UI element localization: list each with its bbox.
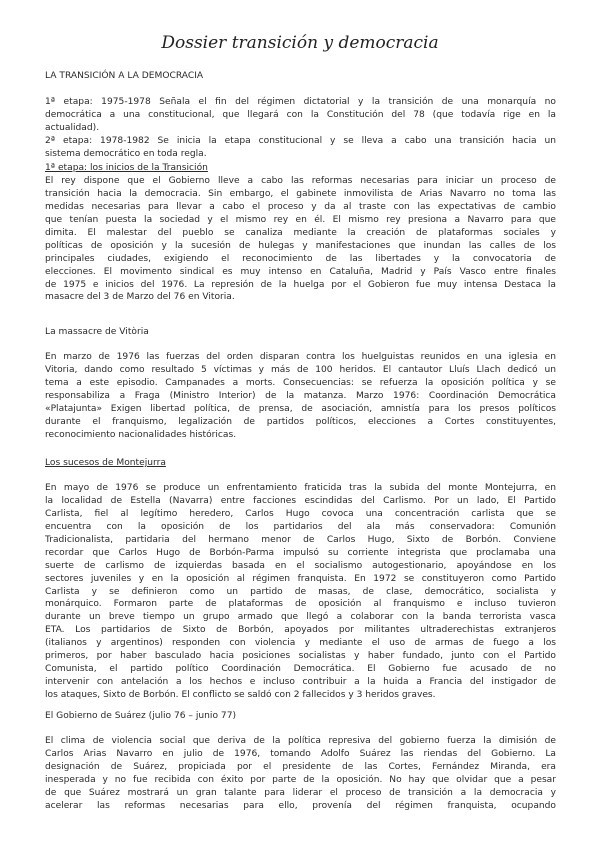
text-line: de 1975 e inicios del 1976. La represión de la huelga por el Gobieron fue muy intensa Destaca la [45,279,556,290]
text-line: designación de Suárez, propiciada por el presidente de las Cortes, Fernández Miranda, era [45,761,556,772]
text-line: elecciones. El movimento sindical es muy intenso en Cataluña, Madrid y País Vasco entre finales [45,266,556,277]
document-title: Dossier transición y democracia [161,33,439,53]
text-line: 1ª etapa: 1975-1978 Señala el fin del régimen dictatorial y la transición de una monarquía no [45,97,556,107]
text-line: Carlista y se definieron como un partido de masas, de clase, democrático, socialista y [45,586,556,597]
text-line: reconocimiento nacionalidades históricas. [45,429,237,440]
text-line: El rey dispone que el Gobierno lleve a cabo las reformas necesarias para iniciar un proceso de [45,176,556,186]
section-heading-montejurra: Los sucesos de Montejurra [45,458,166,468]
text-line: medidas necesarias para llevar a cabo el proceso y da al traste con las expectativas de cambio [45,201,556,212]
main-heading: LA TRANSICIÓN A LA DEMOCRACIA [45,71,204,81]
section-body-stage-1 [45,175,556,304]
text-line: la localidad de Estella (Navarra) entre facciones escindidas del Carlismo. Por un lado, El Partido [45,495,556,506]
section-body-montejurra [45,482,556,702]
text-line: transición hacia la democracia. Sin embargo, el gabinete inmovilista de Arias Navarro no toma las [45,188,556,199]
text-line: durante un breve tiempo un grupo armado que llegó a colaborar con la banda terrorista vasca [45,612,556,623]
text-line: principales ciudades, exigiendo el reconocimiento de las libertades y la convocatoria de [45,253,556,264]
text-line: democrática a una constitucional, que llegará con la Constitución del 78 (que todavía rige en la [45,109,556,120]
section-heading-vitoria: La massacre de Vitòria [45,327,149,337]
text-line: de que Suárez mostrará un gran talante para liderar el proceso de transición a la democracia y [45,787,556,798]
section-body-suarez [45,735,556,813]
text-line: «Platajunta» Exigen libertad política, de prensa, de asociación, amnistía para los presos políticos [45,403,556,414]
text-line: En mayo de 1976 se produce un enfrentamiento fraticida tras la subida del monte Montejurra, en [45,483,556,493]
text-line: acelerar las reformas necesarias para ello, provenía del régimen franquista, ocupando [45,800,556,811]
text-line: inesperada y no fue recibida con éxito por parte de la oposición. No hay que olvidar que a pesar [45,774,556,785]
text-line: El clima de violencia social que deriva de la política represiva del gobierno fuerza la dimisión de [45,736,556,746]
text-line: (italianos y argentinos) responden con violencia y mediante el uso de armas de fuego a los [45,638,556,649]
intro-stage-1 [45,96,556,135]
text-line: recordar que Carlos Hugo de Borbón-Parma impulsó su corriente integrista que proclamaba una [45,547,556,558]
text-line: monárquico. Formaron parte de plataformas de oposición al franquismo e incluso tuvieron [45,599,556,610]
text-line: primeros, por haber basculado hacia posiciones socialistas y haber fundado, junto con el Partido [45,651,556,662]
text-line: masacre del 3 de Marzo del 76 en Vitoria. [45,292,235,303]
text-line: durante el franquismo, legalización de partidos políticos, elecciones a Cortes constituyentes, [45,416,556,427]
text-line: ETA. Los partidarios de Sixto de Borbón, apoyados por militantes ultraderechistas extranjeros [45,625,556,636]
text-line: sectores juveniles y en la oposición al régimen franquista. En 1972 se constituyeron como Partido [45,573,556,584]
text-line: En marzo de 1976 las fuerzas del orden disparan contra los huelguistas reunidos en una iglesia en [45,352,556,362]
text-line: los ataques, Sixto de Borbón. El conflicto se saldó con 2 fallecidos y 3 heridos graves. [45,690,436,700]
intro-stage-2 [45,135,556,161]
text-line: encuentra con la oposición de los partidarios del ala más conservadora: Comunión [45,521,556,532]
text-line: suerte de carlismo de izquierdas basada en el socialismo autogestionario, apoyándose en los [45,560,556,571]
section-heading-suarez: El Gobierno de Suárez (julio 76 – junio 77) [45,711,237,721]
text-line: que tenían puesta la sociedad y el mismo rey en él. El mismo rey presiona a Navarro para que [45,214,556,225]
text-line: 2ª etapa: 1978-1982 Se inicia la etapa constitucional y se lleva a cabo una transición hacia un [45,136,556,146]
text-line: tema a este episodio. Campanades a morts. Consecuencias: se refuerza la oposición política y se [45,377,556,388]
text-line: intervenir con antelación a los hechos e incluso contribuir a la huida a Francia del instigador de [45,677,556,688]
text-line: Tradicionalista, partidaria del hermano menor de Carlos Hugo, Sixto de Borbón. Conviene [45,534,556,545]
text-line: Carlos Arias Navarro en julio de 1976, tomando Adolfo Suárez las riendas del Gobierno. La [45,748,556,759]
text-line: responsabiliza a Fraga (Ministro Interior) de la matanza. Marzo 1976: Coordinación Democrática [45,390,556,401]
text-line: Carlista, fiel al legítimo heredero, Carlos Hugo covoca una concentración carlista que se [45,508,556,519]
text-line: dimita. El malestar del pueblo se canaliza mediante la creación de plataformas sociales y [45,227,556,238]
section-body-vitoria [45,351,556,442]
text-line: Comunista, el partido político Coordinación Democrática. El Gobierno fue acusado de no [45,664,556,675]
text-line: actualidad). [45,122,100,133]
section-heading-stage-1: 1ª etapa: los inicios de la Transición [45,163,208,173]
text-line: Vitoria, dando como resultado 5 víctimas y más de 100 heridos. El cantautor Lluís Llach dedicó un [45,364,556,375]
text-line: políticas de oposición y la sucesión de hulegas y manifestaciones que inundan las calles de los [45,240,556,251]
text-line: sistema democrático en toda regla. [45,148,207,159]
